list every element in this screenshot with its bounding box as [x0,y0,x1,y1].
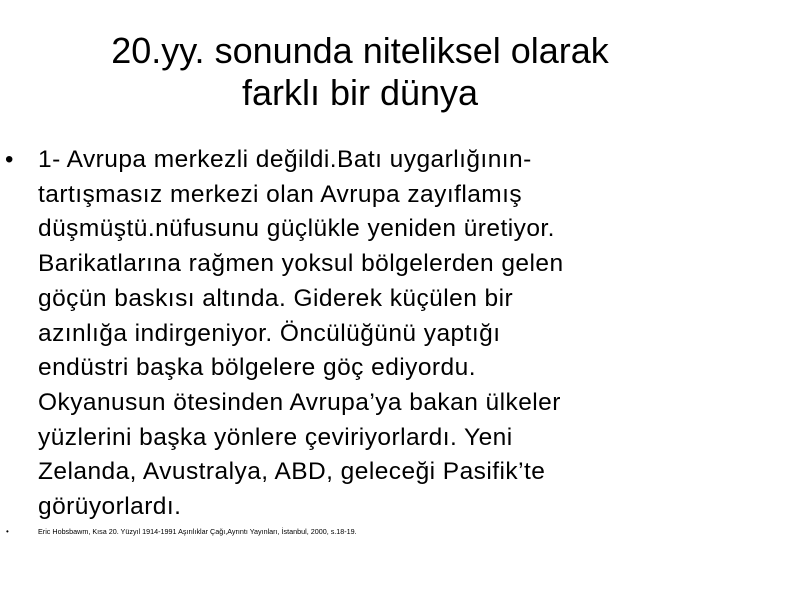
title-line-2: farklı bir dünya [241,72,479,113]
main-bullet-item [0,143,688,525]
bullet-marker: • [5,146,14,173]
main-bullet-text: 1- Avrupa merkezli değildi.Batı uygarlığının- tartışmasız merkezi olan Avrupa zayıflamış düşmüştü.nüfusunu güçlükle yeniden üretiyor. Barikatlarına rağmen yoksul bölgelerden gelen göçün baskısı altında. Giderek küçülen bir azınlığa indirgeniyor. Öncülüğünü yaptığı endüstri başka bölgelere göç ediyordu. Okyanusun ötesinden Avrupa’ya bakan ülkeler yüzlerini başka yönlere çeviriyorlardı. Yeni Zelanda, Avustralya, ABD, geleceği Pasifik’te görüyorlardı. [38,146,564,521]
title-line-1: 20.yy. sonunda niteliksel olarak [111,30,609,71]
citation-item [0,526,800,538]
bullet-list [0,143,800,538]
citation-bullet-marker: • [6,526,9,536]
citation-text: Eric Hobsbawm, Kısa 20. Yüzyıl 1914-1991 Aşırılıklar Çağı,Ayrıntı Yayınları, İstanbul, 2000, s.18-19. [38,526,357,536]
slide-title [0,30,720,114]
